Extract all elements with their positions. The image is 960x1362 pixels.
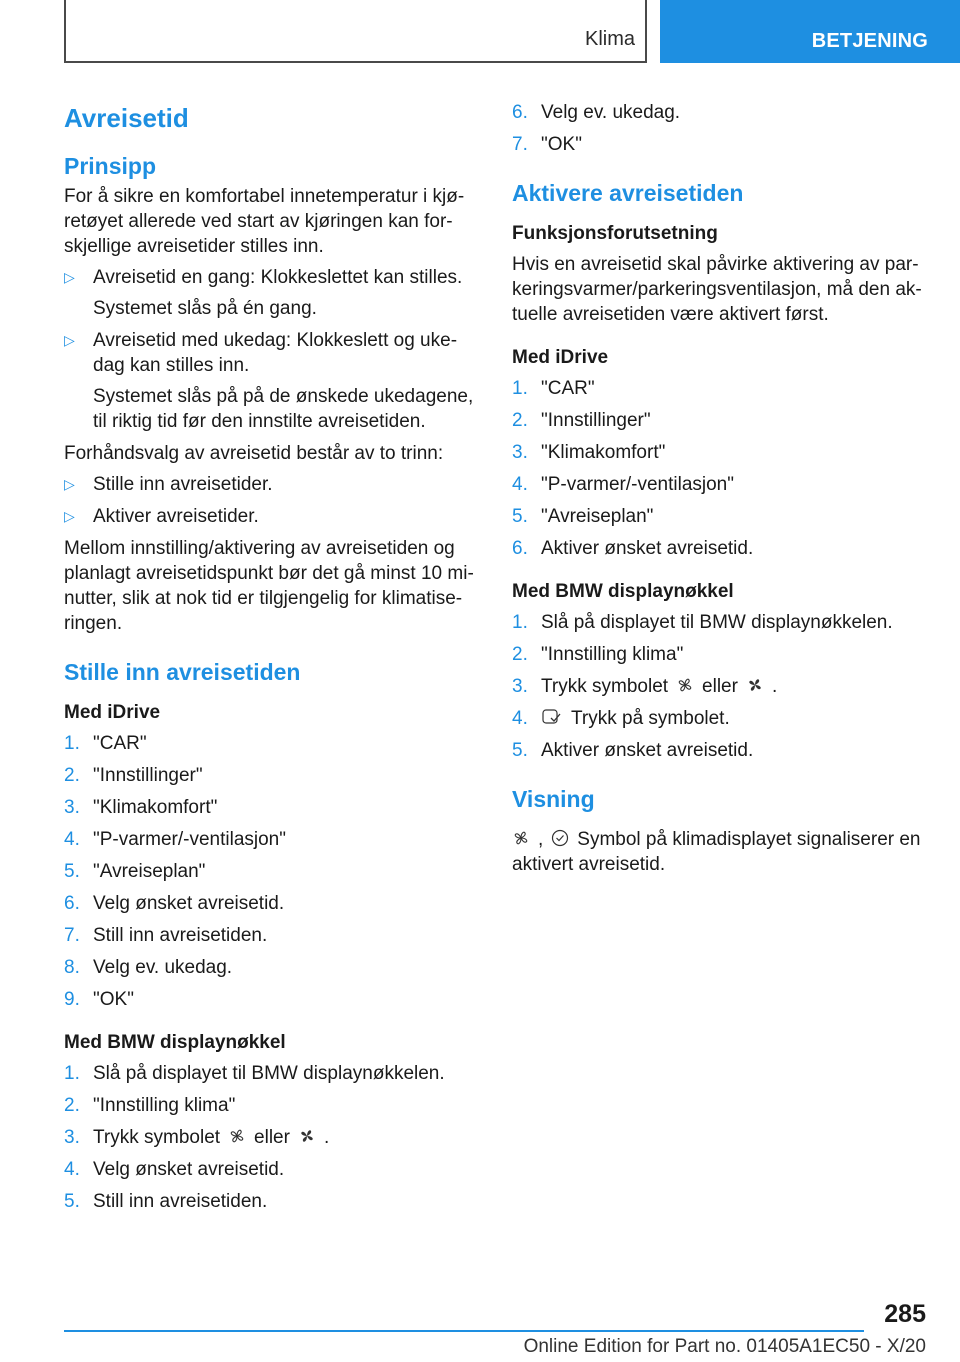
list-item: 2. "Innstilling klima" xyxy=(64,1095,236,1116)
list-item: 7. Still inn avreisetiden. xyxy=(64,925,268,946)
list-item: ▷ Stille inn avreisetider. xyxy=(64,474,273,495)
triangle-bullet-icon: ▷ xyxy=(64,332,75,348)
list-item: 3. "Klimakomfort" xyxy=(512,442,666,463)
list-item: 5. "Avreiseplan" xyxy=(64,861,206,882)
list-item: 2. "Innstilling klima" xyxy=(512,644,684,665)
list-item: 6. Velg ev. ukedag. xyxy=(512,102,681,123)
triangle-bullet-icon: ▷ xyxy=(64,269,75,285)
list-item: 4. "P-varmer/-ventilasjon" xyxy=(512,474,734,495)
visning-heading: Visning xyxy=(512,786,595,812)
list-item: ▷ Avreisetid en gang: Klokkeslettet kan stilles. Systemet slås på én gang. xyxy=(64,267,463,319)
list-item: 5. Aktiver ønsket avreisetid. xyxy=(512,740,754,761)
header-chapter-label: BETJENING xyxy=(811,30,928,52)
list-item: 9. "OK" xyxy=(64,989,134,1010)
prinsipp-heading: Prinsipp xyxy=(64,153,157,179)
list-item: 3. Trykk symbolet eller . xyxy=(64,1127,330,1148)
page-title: Avreisetid xyxy=(64,103,189,133)
list-item: 2. "Innstillinger" xyxy=(512,410,651,431)
left-column xyxy=(64,100,474,1221)
header-chapter-tab xyxy=(660,0,960,63)
list-item: 8. Velg ev. ukedag. xyxy=(64,957,233,978)
fan-outline-icon xyxy=(228,1127,246,1145)
stille-heading: Stille inn avreisetiden xyxy=(64,659,301,685)
triangle-bullet-icon: ▷ xyxy=(64,476,75,492)
clock-icon xyxy=(551,829,569,847)
mellom-text: Mellom innstilling/aktivering av avreisetiden og planlagt avreisetidspunkt bør det gå minst 10 minutter, slik at nok tid er tilgjengelig for klimatiseringen. xyxy=(64,538,474,634)
idrive-label: Med iDrive xyxy=(512,347,609,368)
triangle-bullet-icon: ▷ xyxy=(64,508,75,524)
header-frame xyxy=(64,0,647,63)
fan-filled-icon xyxy=(746,676,764,694)
funk-text: Hvis en avreisetid skal påvirke aktivering av parkeringsvarmer/parkeringsventilasjon, må den aktuelle avreisetiden være aktivert først. xyxy=(512,254,922,325)
list-item: 6. Aktiver ønsket avreisetid. xyxy=(512,538,754,559)
key-activate-steps xyxy=(512,610,932,763)
list-item: 1. Slå på displayet til BMW displaynøkkelen. xyxy=(512,612,893,633)
list-item: 1. "CAR" xyxy=(512,378,595,399)
list-item: 2. "Innstillinger" xyxy=(64,765,203,786)
steps-bullet-list xyxy=(64,472,474,529)
list-item: 4. "P-varmer/-ventilasjon" xyxy=(64,829,286,850)
idrive-steps xyxy=(64,731,474,1012)
list-item: ▷ Aktiver avreisetider. xyxy=(64,506,259,527)
idrive-label: Med iDrive xyxy=(64,702,161,723)
fan-filled-icon xyxy=(298,1127,316,1145)
fan-outline-icon xyxy=(512,829,530,847)
list-item: 4. Velg ønsket avreisetid. xyxy=(64,1159,285,1180)
list-item: 5. "Avreiseplan" xyxy=(512,506,654,527)
aktivere-heading: Aktivere avreisetiden xyxy=(512,180,744,206)
header-section-title: Klima xyxy=(584,28,635,50)
idrive-steps-continued xyxy=(512,100,932,157)
timer-check-icon xyxy=(541,708,563,726)
list-item: 7. "OK" xyxy=(512,134,582,155)
departure-type-list xyxy=(64,265,474,434)
fan-outline-icon xyxy=(676,676,694,694)
page-number: 285 xyxy=(884,1300,926,1328)
key-label: Med BMW displaynøkkel xyxy=(64,1032,286,1053)
key-steps xyxy=(64,1061,474,1214)
list-item: 3. "Klimakomfort" xyxy=(64,797,218,818)
list-item: 1. "CAR" xyxy=(64,733,147,754)
right-column xyxy=(512,100,932,877)
list-item: 6. Velg ønsket avreisetid. xyxy=(64,893,285,914)
list-item: 5. Still inn avreisetiden. xyxy=(64,1191,268,1212)
prinsipp-text: For å sikre en komfortabel innetemperatur i kjøretøyet allerede ved start av kjøringen kan forskjellige avreisetider stilles inn. xyxy=(64,186,465,257)
forhand-text: Forhåndsvalg av avreisetid består av to trinn: xyxy=(64,443,444,464)
idrive-activate-steps xyxy=(512,376,932,561)
list-item: ▷ Avreisetid med ukedag: Klokkeslett og ukedag kan stilles inn. Systemet slås på på de ønskede ukedagene, til riktig tid før den innstilte avreisetiden. xyxy=(64,330,474,432)
footer-edition: Online Edition for Part no. 01405A1EC50 - X/20 xyxy=(523,1336,926,1357)
list-item: 1. Slå på displayet til BMW displaynøkkelen. xyxy=(64,1063,445,1084)
visning-text: , Symbol på klimadisplayet signaliserer en aktivert avreisetid. xyxy=(512,829,921,875)
footer-divider xyxy=(64,1330,864,1332)
funk-label: Funksjonsforutsetning xyxy=(512,223,718,244)
key-label: Med BMW displaynøkkel xyxy=(512,581,734,602)
list-item: 3. Trykk symbolet eller . xyxy=(512,676,778,697)
list-item: 4. Trykk på symbolet. xyxy=(512,708,730,729)
